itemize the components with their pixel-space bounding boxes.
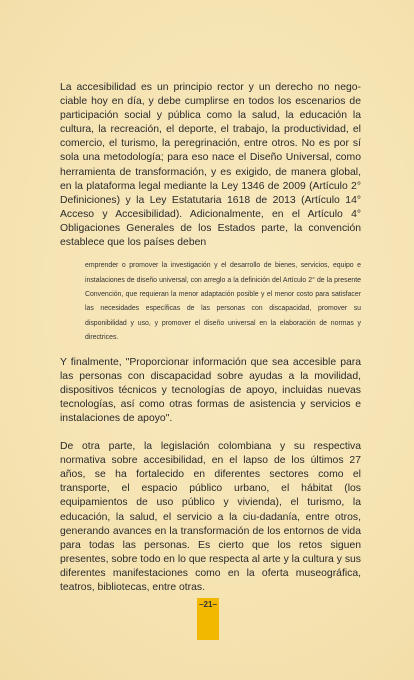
block-quote: emprender o promover la investigación y el desarrollo de bienes, servicios, equipo e instalaciones de diseño universal, con arreglo a la definición del Artículo 2° de la presente Convención, que requieran la menor adaptación posible y el menor costo para satisfacer las necesidades específicas de las personas con discapacidad, promover su disponibilidad y uso, y promover el diseño universal en la elaboración de normas y directrices. <box>85 262 361 342</box>
paragraph-finally: Y finalmente, "Proporcionar información que sea accesible para las personas con discapacidad sobre ayudas a la movilidad, dispositivos técnicos y tecnologías de apoyo, incluidas nuevas tecnologías, así como otras formas de asistencia y servicios e instalaciones de apoyo". <box>60 356 361 424</box>
paragraph-legislation: De otra parte, la legislación colombiana y su respectiva normativa sobre accesibilidad, en el lapso de los últimos 27 años, se ha fortalecido en diferentes sectores como el transporte, el espacio público urbano, el hábitat (los equipamientos de uso público y vivienda), el turismo, la educación, la salud, el servicio a la ciu-dadanía, entre otros, generando avances en la transformación de los entornos de vida para todas las personas. Es cierto que los retos siguen presentes, sobre todo en lo que respecta al arte y la cultura y sus diferentes manifestaciones como en la oferta museográfica, teatros, bibliotecas, entre otras. <box>60 441 361 593</box>
paragraph-gap <box>60 426 361 440</box>
paragraph-accessibility: La accesibilidad es un principio rector y un derecho no nego-ciable hoy en día, y debe cumplirse en todos los escenarios de participación social y pública como la salud, la educación la cultura, la recreación, el deporte, el trabajo, la productividad, el comercio, el turismo, la peregrinación, entre otros. No es por sí sola una metodología; para eso nace el Diseño Universal, como herramienta de transformación, y es exigido, de manera global, en la plataforma legal mediante la Ley 1346 de 2009 (Artículo 2° Definiciones) y la Ley Estatutaria 1618 de 2013 (Artículo 14° Acceso y Accesibilidad). Adicionalmente, en el Artículo 4° Obligaciones Generales de los Estados parte, la convención establece que los países deben <box>60 82 361 249</box>
page-number-tab <box>197 598 219 640</box>
page-number: –21– <box>199 600 217 609</box>
page-content <box>60 81 361 595</box>
